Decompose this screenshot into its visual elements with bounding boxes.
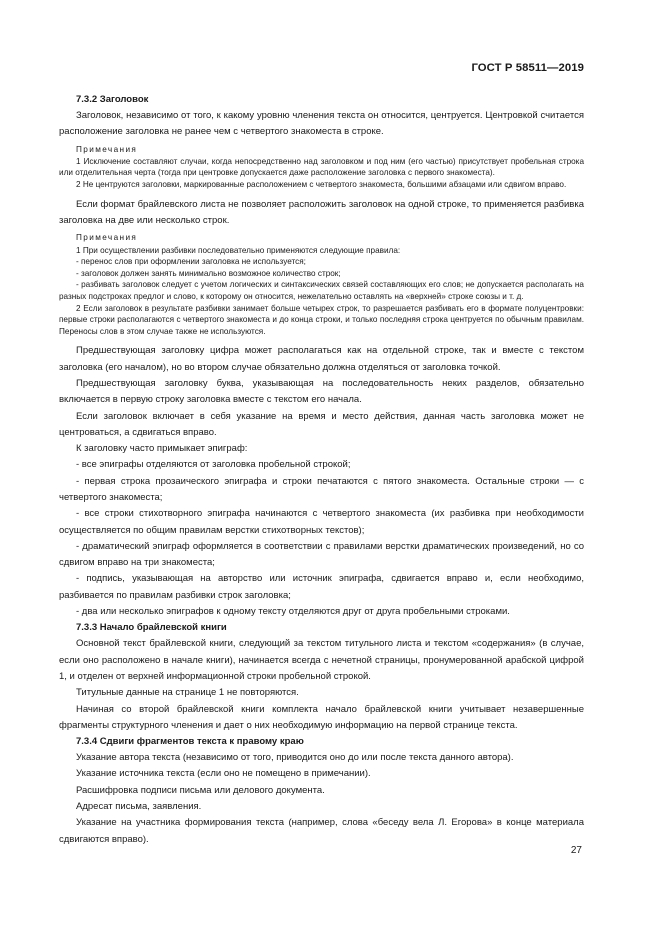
paragraph: Адресат письма, заявления. xyxy=(76,801,202,813)
page-number: 27 xyxy=(570,845,582,856)
notes-title: Примечания xyxy=(76,233,138,243)
paragraph: Заголовок, независимо от того, к какому уровню членения текста он относится, центруется. Центровкой считается расположение заголовка не ранее чем с четвертого знакоместа в строке. xyxy=(59,110,584,138)
section-heading-7-3-4: 7.3.4 Сдвиги фрагментов текста к правому краю xyxy=(76,736,304,748)
note-item: 2 Если заголовок в результате разбивки занимает больше четырех строк, то разрешается разбивать его в формате полуцентровки: первые строки располагаются с четвертого знакоместа и до конца строки, и только последняя строка центруется по обычным правилам. Переносы слов в этом случае также не используются. xyxy=(59,303,584,336)
note-item: - перенос слов при оформлении заголовка не используется; xyxy=(76,257,306,267)
paragraph: Если формат брайлевского листа не позволяет расположить заголовок на одной строке, то применяется разбивка заголовка на две или несколько строк. xyxy=(59,198,584,226)
note-item: - разбивать заголовок следует с учетом логических и синтаксических связей составляющих его слов; не допускается располагать на разных подстроках предлог и слово, к которому он относится, нежелательно оставлять на «верхней» строке союзы и т. д. xyxy=(59,280,584,301)
note-item: 1 При осуществлении разбивки последовательно применяются следующие правила: xyxy=(76,245,401,255)
paragraph: Начиная со второй брайлевской книги комплекта начало брайлевской книги учитывает незавершенные фрагменты структурного членения и дает о них необходимую информацию на первой странице текста. xyxy=(59,703,584,731)
paragraph: Указание на участника формирования текста (например, слова «беседу вела Л. Егорова» в конце материала сдвигаются вправо). xyxy=(59,817,584,845)
list-item: - два или несколько эпиграфов к одному тексту отделяются друг от друга пробельными строками. xyxy=(76,606,510,618)
paragraph: Если заголовок включает в себя указание на время и место действия, данная часть заголовка может не центроваться, а сдвигаться вправо. xyxy=(59,410,584,438)
page-body xyxy=(59,92,584,848)
paragraph: К заголовку часто примыкает эпиграф: xyxy=(76,443,248,455)
paragraph: Указание источника текста (если оно не помещено в примечании). xyxy=(76,768,371,780)
list-item: - подпись, указывающая на авторство или источник эпиграфа, сдвигается вправо и, если необходимо, разбивается по правилам разбивки строк заголовка; xyxy=(59,573,584,601)
paragraph: Предшествующая заголовку буква, указывающая на последовательность неких разделов, обязательно включается в первую строку заголовка вместе с текстом его начала. xyxy=(59,377,584,406)
list-item: - первая строка прозаического эпиграфа и строки печатаются с пятого знакоместа. Остальные строки — с четвертого знакоместа; xyxy=(59,475,584,503)
list-item: - все эпиграфы отделяются от заголовка пробельной строкой; xyxy=(76,459,351,471)
note-item: 1 Исключение составляют случаи, когда непосредственно над заголовком и под ним (его частью) присутствует пробельная строка или отделительная черта (тогда при центровке допускается даже расположение заголовка с первого знакоместа). xyxy=(59,156,584,178)
note-item: - заголовок должен занять минимально возможное количество строк; xyxy=(76,268,341,278)
note-item: 2 Не центруются заголовки, маркированные расположением с четвертого знакоместа, большими абзацами или сдвигом вправо. xyxy=(76,180,567,190)
notes-title: Примечания xyxy=(76,144,138,154)
paragraph: Основной текст брайлевской книги, следующий за текстом титульного листа и текстом «содержания» (в случае, если оно расположено в начале книги), начинается всегда с нечетной страницы, пронумерованной арабской цифрой 1, и отделен от верхней информационной строки пробельной строкой. xyxy=(59,638,584,682)
paragraph: Расшифровка подписи письма или делового документа. xyxy=(76,784,325,796)
document-code: ГОСТ Р 58511—2019 xyxy=(471,62,584,74)
paragraph: Предшествующая заголовку цифра может располагаться как на отдельной строке, так и вместе с текстом заголовка (его началом), но во втором случае обязательно должна отделяться от заголовка точкой. xyxy=(59,345,584,373)
paragraph: Указание автора текста (независимо от того, приводится оно до или после текста данного автора). xyxy=(76,752,514,764)
section-heading-7-3-2: 7.3.2 Заголовок xyxy=(76,94,149,105)
list-item: - все строки стихотворного эпиграфа начинаются с четвертого знакоместа (их разбивка при необходимости осуществляется по общим правилам верстки стихотворных текстов); xyxy=(59,508,584,536)
paragraph: Титульные данные на странице 1 не повторяются. xyxy=(76,687,299,699)
list-item: - драматический эпиграф оформляется в соответствии с правилами верстки драматических произведений, но со сдвигом вправо на три знакоместа; xyxy=(59,540,584,569)
section-heading-7-3-3: 7.3.3 Начало брайлевской книги xyxy=(76,622,227,634)
